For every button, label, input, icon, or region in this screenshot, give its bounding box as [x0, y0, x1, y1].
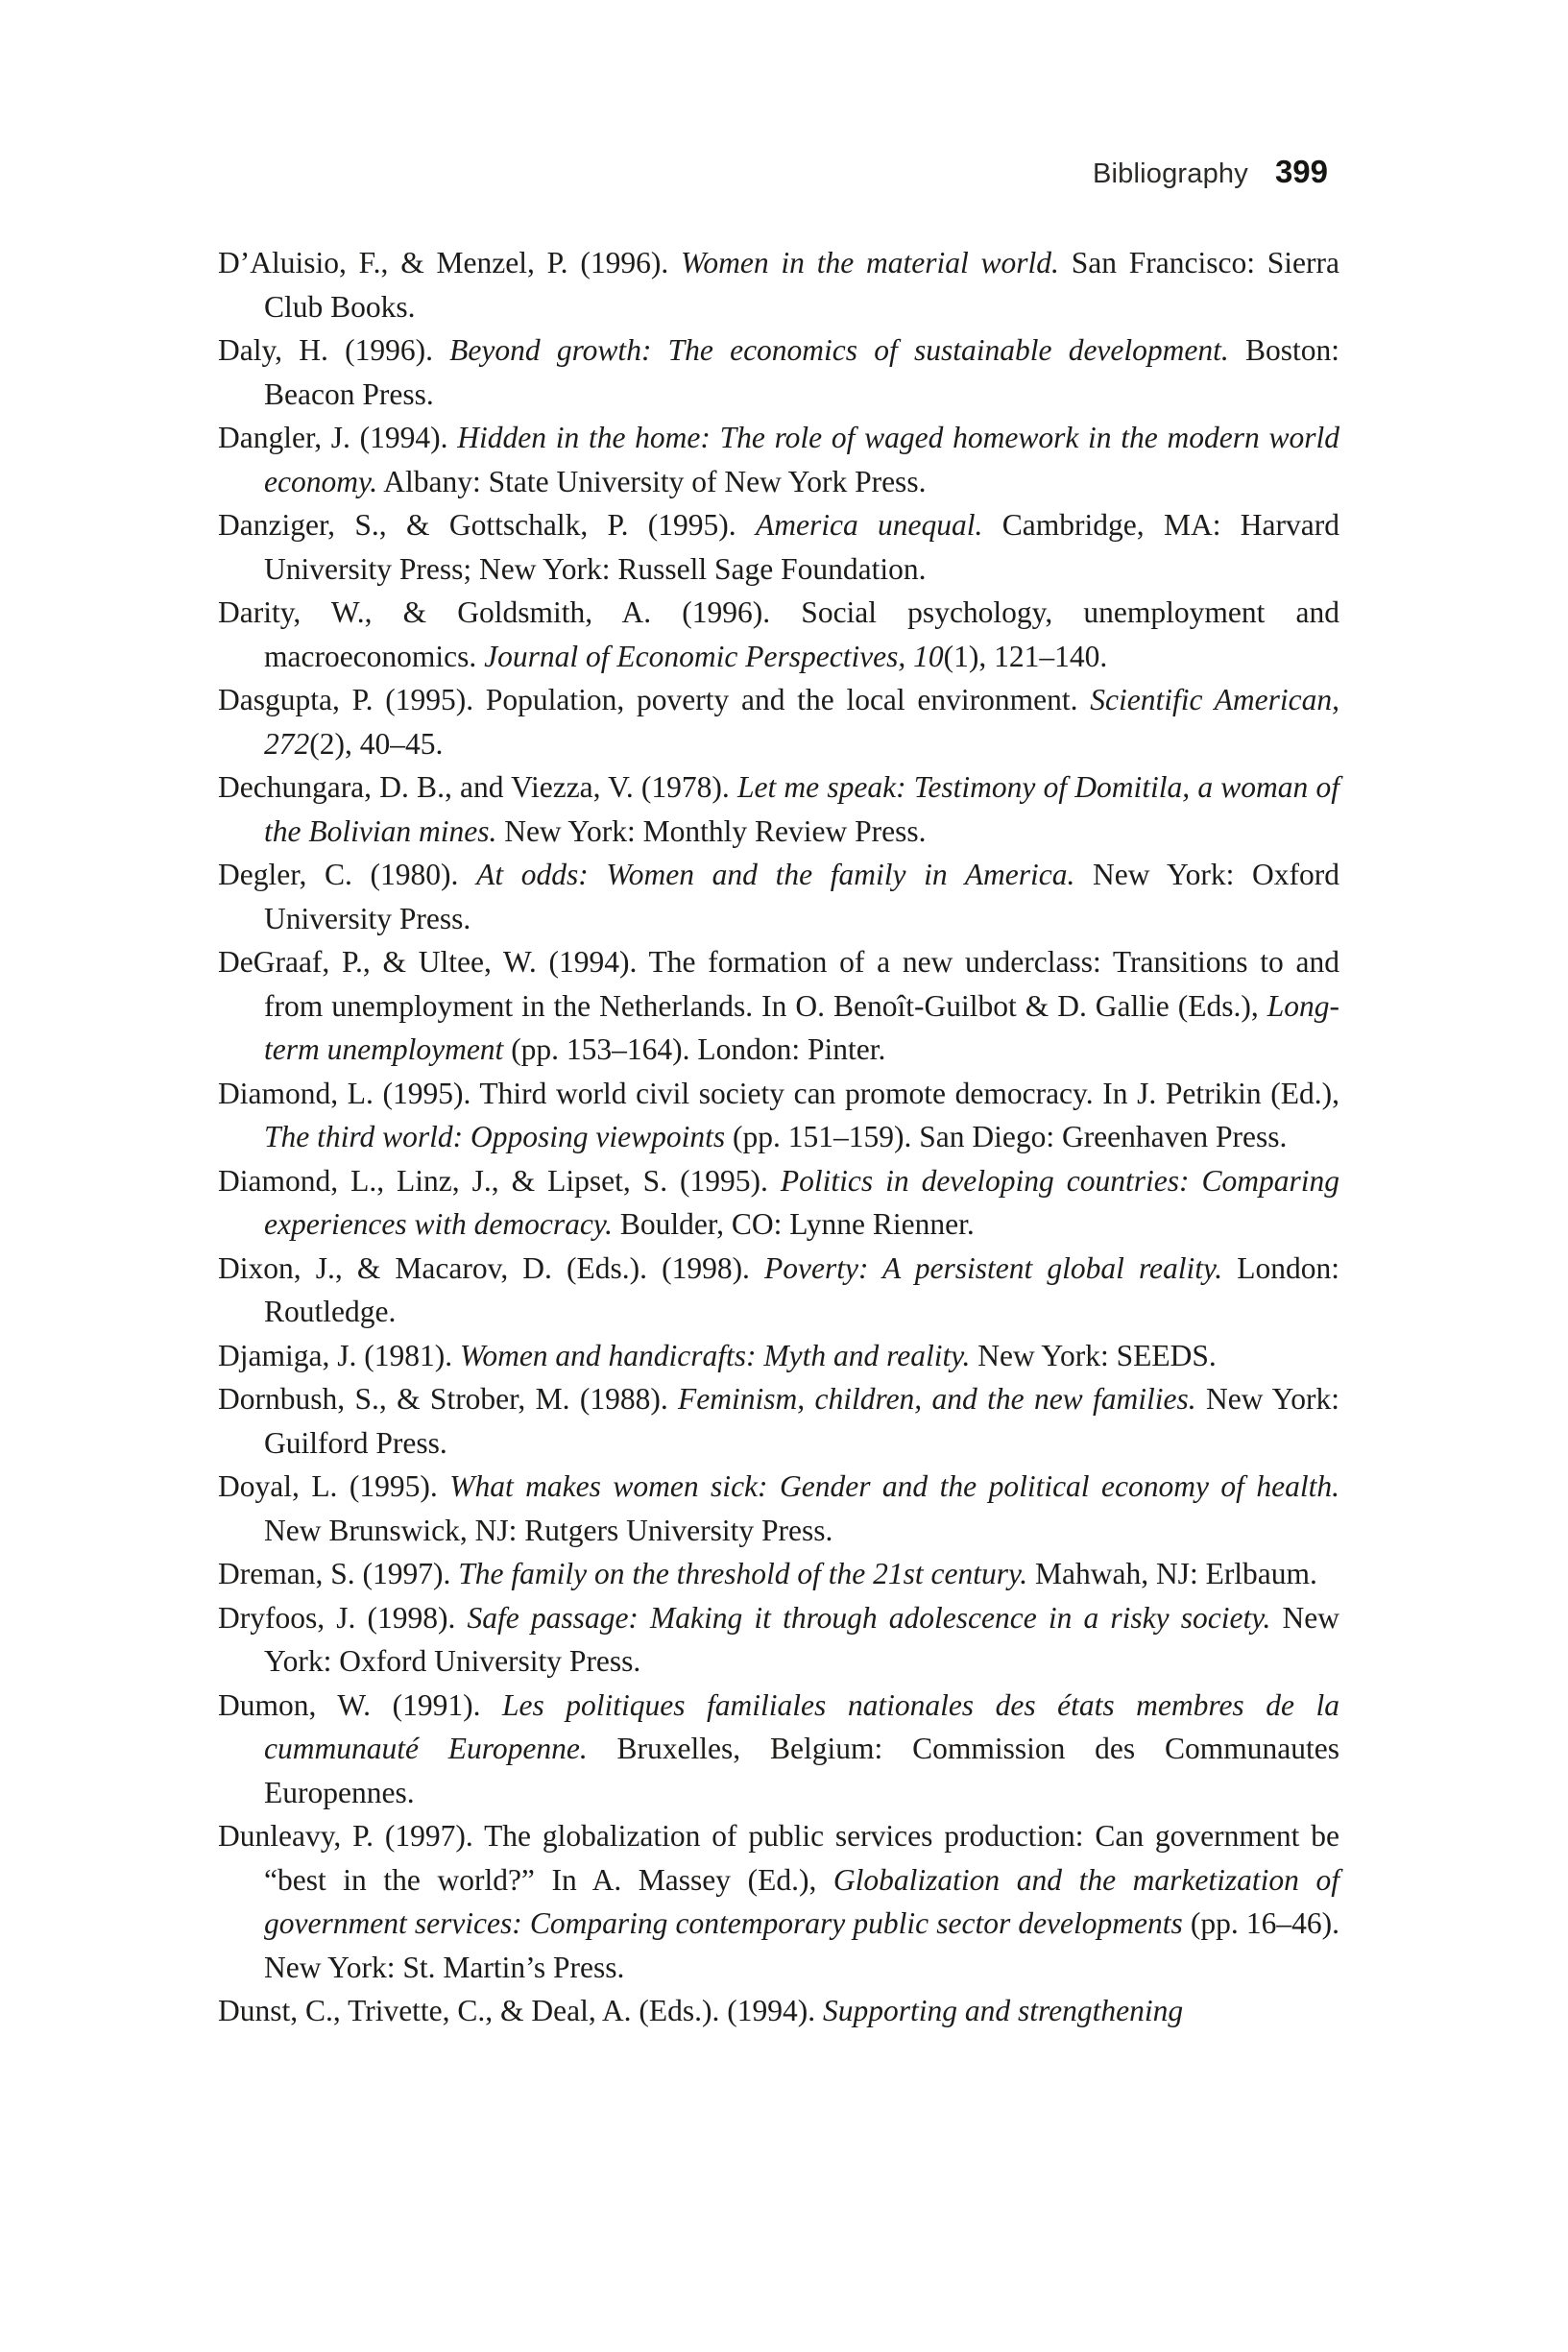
reference-text-segment: Bruxelles, Belgium: Commission des Communautes Europennes. [264, 1732, 1339, 1809]
reference-entry [218, 1552, 1339, 1596]
reference-title-segment: Long-term unemployment [264, 988, 1339, 1066]
reference-text-segment: (2), 40–45. [309, 726, 444, 761]
reference-title-segment: America unequal. [756, 508, 983, 542]
reference-entry [218, 328, 1339, 416]
reference-text-segment: Mahwah, NJ: Erlbaum. [1027, 1557, 1317, 1590]
reference-entry [218, 591, 1339, 678]
reference-text-segment: Dryfoos, J. (1998). [218, 1600, 468, 1635]
reference-text-segment: New York: Oxford University Press. [264, 1600, 1339, 1678]
reference-text-segment: Dornbush, S., & Strober, M. (1988). [218, 1382, 679, 1416]
reference-title-segment: Beyond growth: The economics of sustainable development. [449, 333, 1229, 367]
reference-title-segment: Safe passage: Making it through adolescence in a risky society. [467, 1600, 1271, 1635]
reference-text-segment: Boston: Beacon Press. [264, 333, 1339, 411]
reference-title-segment: Journal of Economic Perspectives, 10 [484, 639, 944, 673]
reference-text-segment: Dreman, S. (1997). [218, 1557, 459, 1590]
reference-text-segment: Daly, H. (1996). [218, 333, 450, 367]
reference-text-segment: Albany: State University of New York Press. [377, 464, 927, 498]
reference-text-segment: (1), 121–140. [943, 639, 1108, 673]
reference-entry [218, 416, 1339, 503]
reference-title-segment: Let me speak: Testimony of Domitila, a woman of the Bolivian mines. [264, 770, 1339, 848]
reference-text-segment: New York: Guilford Press. [264, 1382, 1339, 1460]
reference-text-segment: San Francisco: Sierra Club Books. [264, 246, 1339, 324]
reference-title-segment: Scientific American, 272 [264, 683, 1339, 761]
reference-text-segment: DeGraaf, P., & Ultee, W. (1994). The formation of a new underclass: Transitions to and from unemployment in the Netherlands. In O. Benoît-Guilbot & D. Gallie (Eds.), [218, 945, 1339, 1023]
reference-text-segment: New York: Oxford University Press. [264, 858, 1340, 935]
reference-text-segment: Dechungara, D. B., and Viezza, V. (1978). [218, 770, 737, 804]
reference-entry [218, 1159, 1339, 1247]
reference-title-segment: The family on the threshold of the 21st century. [458, 1557, 1028, 1590]
reference-entry [218, 1334, 1339, 1378]
running-header-section-title: Bibliography [1092, 158, 1248, 189]
reference-text-segment: Doyal, L. (1995). [218, 1469, 450, 1503]
reference-text-segment: (pp. 153–164). London: Pinter. [503, 1032, 886, 1066]
reference-entry [218, 940, 1339, 1072]
reference-text-segment: (pp. 16–46). New York: St. Martin’s Press. [264, 1906, 1339, 1984]
reference-entry [218, 1814, 1339, 1989]
reference-entry [218, 1989, 1339, 2033]
reference-title-segment: Globalization and the marketization of government services: Comparing contemporary public sector developments [264, 1862, 1339, 1940]
reference-text-segment: Diamond, L., Linz, J., & Lipset, S. (1995). [218, 1163, 781, 1198]
reference-text-segment: New York: Monthly Review Press. [496, 813, 927, 848]
reference-title-segment: Hidden in the home: The role of waged homework in the modern world economy. [264, 421, 1339, 498]
reference-text-segment: Cambridge, MA: Harvard University Press; New York: Russell Sage Foundation. [264, 508, 1339, 586]
reference-entry [218, 1684, 1339, 1815]
reference-text-segment: (pp. 151–159). San Diego: Greenhaven Press. [725, 1120, 1288, 1153]
reference-text-segment: Dumon, W. (1991). [218, 1687, 502, 1722]
reference-entry [218, 1377, 1339, 1465]
reference-entry [218, 1247, 1339, 1334]
reference-entry [218, 1072, 1339, 1159]
reference-entry [218, 853, 1339, 940]
reference-entry [218, 503, 1339, 591]
reference-text-segment: Dangler, J. (1994). [218, 421, 458, 454]
reference-title-segment: Supporting and strengthening [823, 1994, 1184, 2027]
reference-text-segment: Dunst, C., Trivette, C., & Deal, A. (Eds.). (1994). [218, 1994, 823, 2027]
reference-title-segment: Les politiques familiales nationales des états membres de la cummunauté Europenne. [264, 1687, 1339, 1765]
reference-text-segment: Dixon, J., & Macarov, D. (Eds.). (1998). [218, 1250, 765, 1285]
reference-entry [218, 765, 1339, 853]
reference-text-segment: New York: SEEDS. [970, 1338, 1217, 1372]
reference-text-segment: Dasgupta, P. (1995). Population, poverty and the local environment. [218, 683, 1091, 716]
reference-entry [218, 678, 1339, 765]
reference-text-segment: Darity, W., & Goldsmith, A. (1996). Social psychology, unemployment and macroeconomics. [218, 595, 1339, 673]
reference-title-segment: What makes women sick: Gender and the political economy of health. [449, 1469, 1339, 1503]
reference-title-segment: The third world: Opposing viewpoints [264, 1120, 726, 1153]
reference-text-segment: London: Routledge. [264, 1250, 1339, 1328]
reference-text-segment: Djamiga, J. (1981). [218, 1338, 460, 1372]
reference-title-segment: Women in the material world. [681, 246, 1059, 279]
reference-entry [218, 1596, 1339, 1684]
running-header [1093, 154, 1328, 190]
bibliography-list [218, 241, 1339, 2033]
reference-title-segment: Feminism, children, and the new families. [678, 1382, 1196, 1416]
reference-title-segment: Poverty: A persistent global reality. [764, 1250, 1223, 1285]
reference-title-segment: Politics in developing countries: Comparing experiences with democracy. [264, 1163, 1339, 1241]
reference-text-segment: Dunleavy, P. (1997). The globalization of public services production: Can government be “best in the world?” In A. Massey (Ed.), [218, 1819, 1339, 1897]
reference-title-segment: At odds: Women and the family in America. [476, 858, 1075, 891]
reference-entry [218, 241, 1339, 328]
reference-title-segment: Women and handicrafts: Myth and reality. [459, 1338, 971, 1372]
reference-text-segment: Diamond, L. (1995). Third world civil society can promote democracy. In J. Petrikin (Ed.), [218, 1076, 1339, 1110]
reference-text-segment: Boulder, CO: Lynne Rienner. [613, 1207, 975, 1241]
reference-text-segment: New Brunswick, NJ: Rutgers University Press. [264, 1513, 833, 1547]
reference-text-segment: Degler, C. (1980). [218, 858, 477, 891]
reference-entry [218, 1465, 1339, 1552]
reference-text-segment: Danziger, S., & Gottschalk, P. (1995). [218, 508, 756, 542]
reference-text-segment: D’Aluisio, F., & Menzel, P. (1996). [218, 246, 682, 279]
page-number: 399 [1274, 154, 1328, 189]
